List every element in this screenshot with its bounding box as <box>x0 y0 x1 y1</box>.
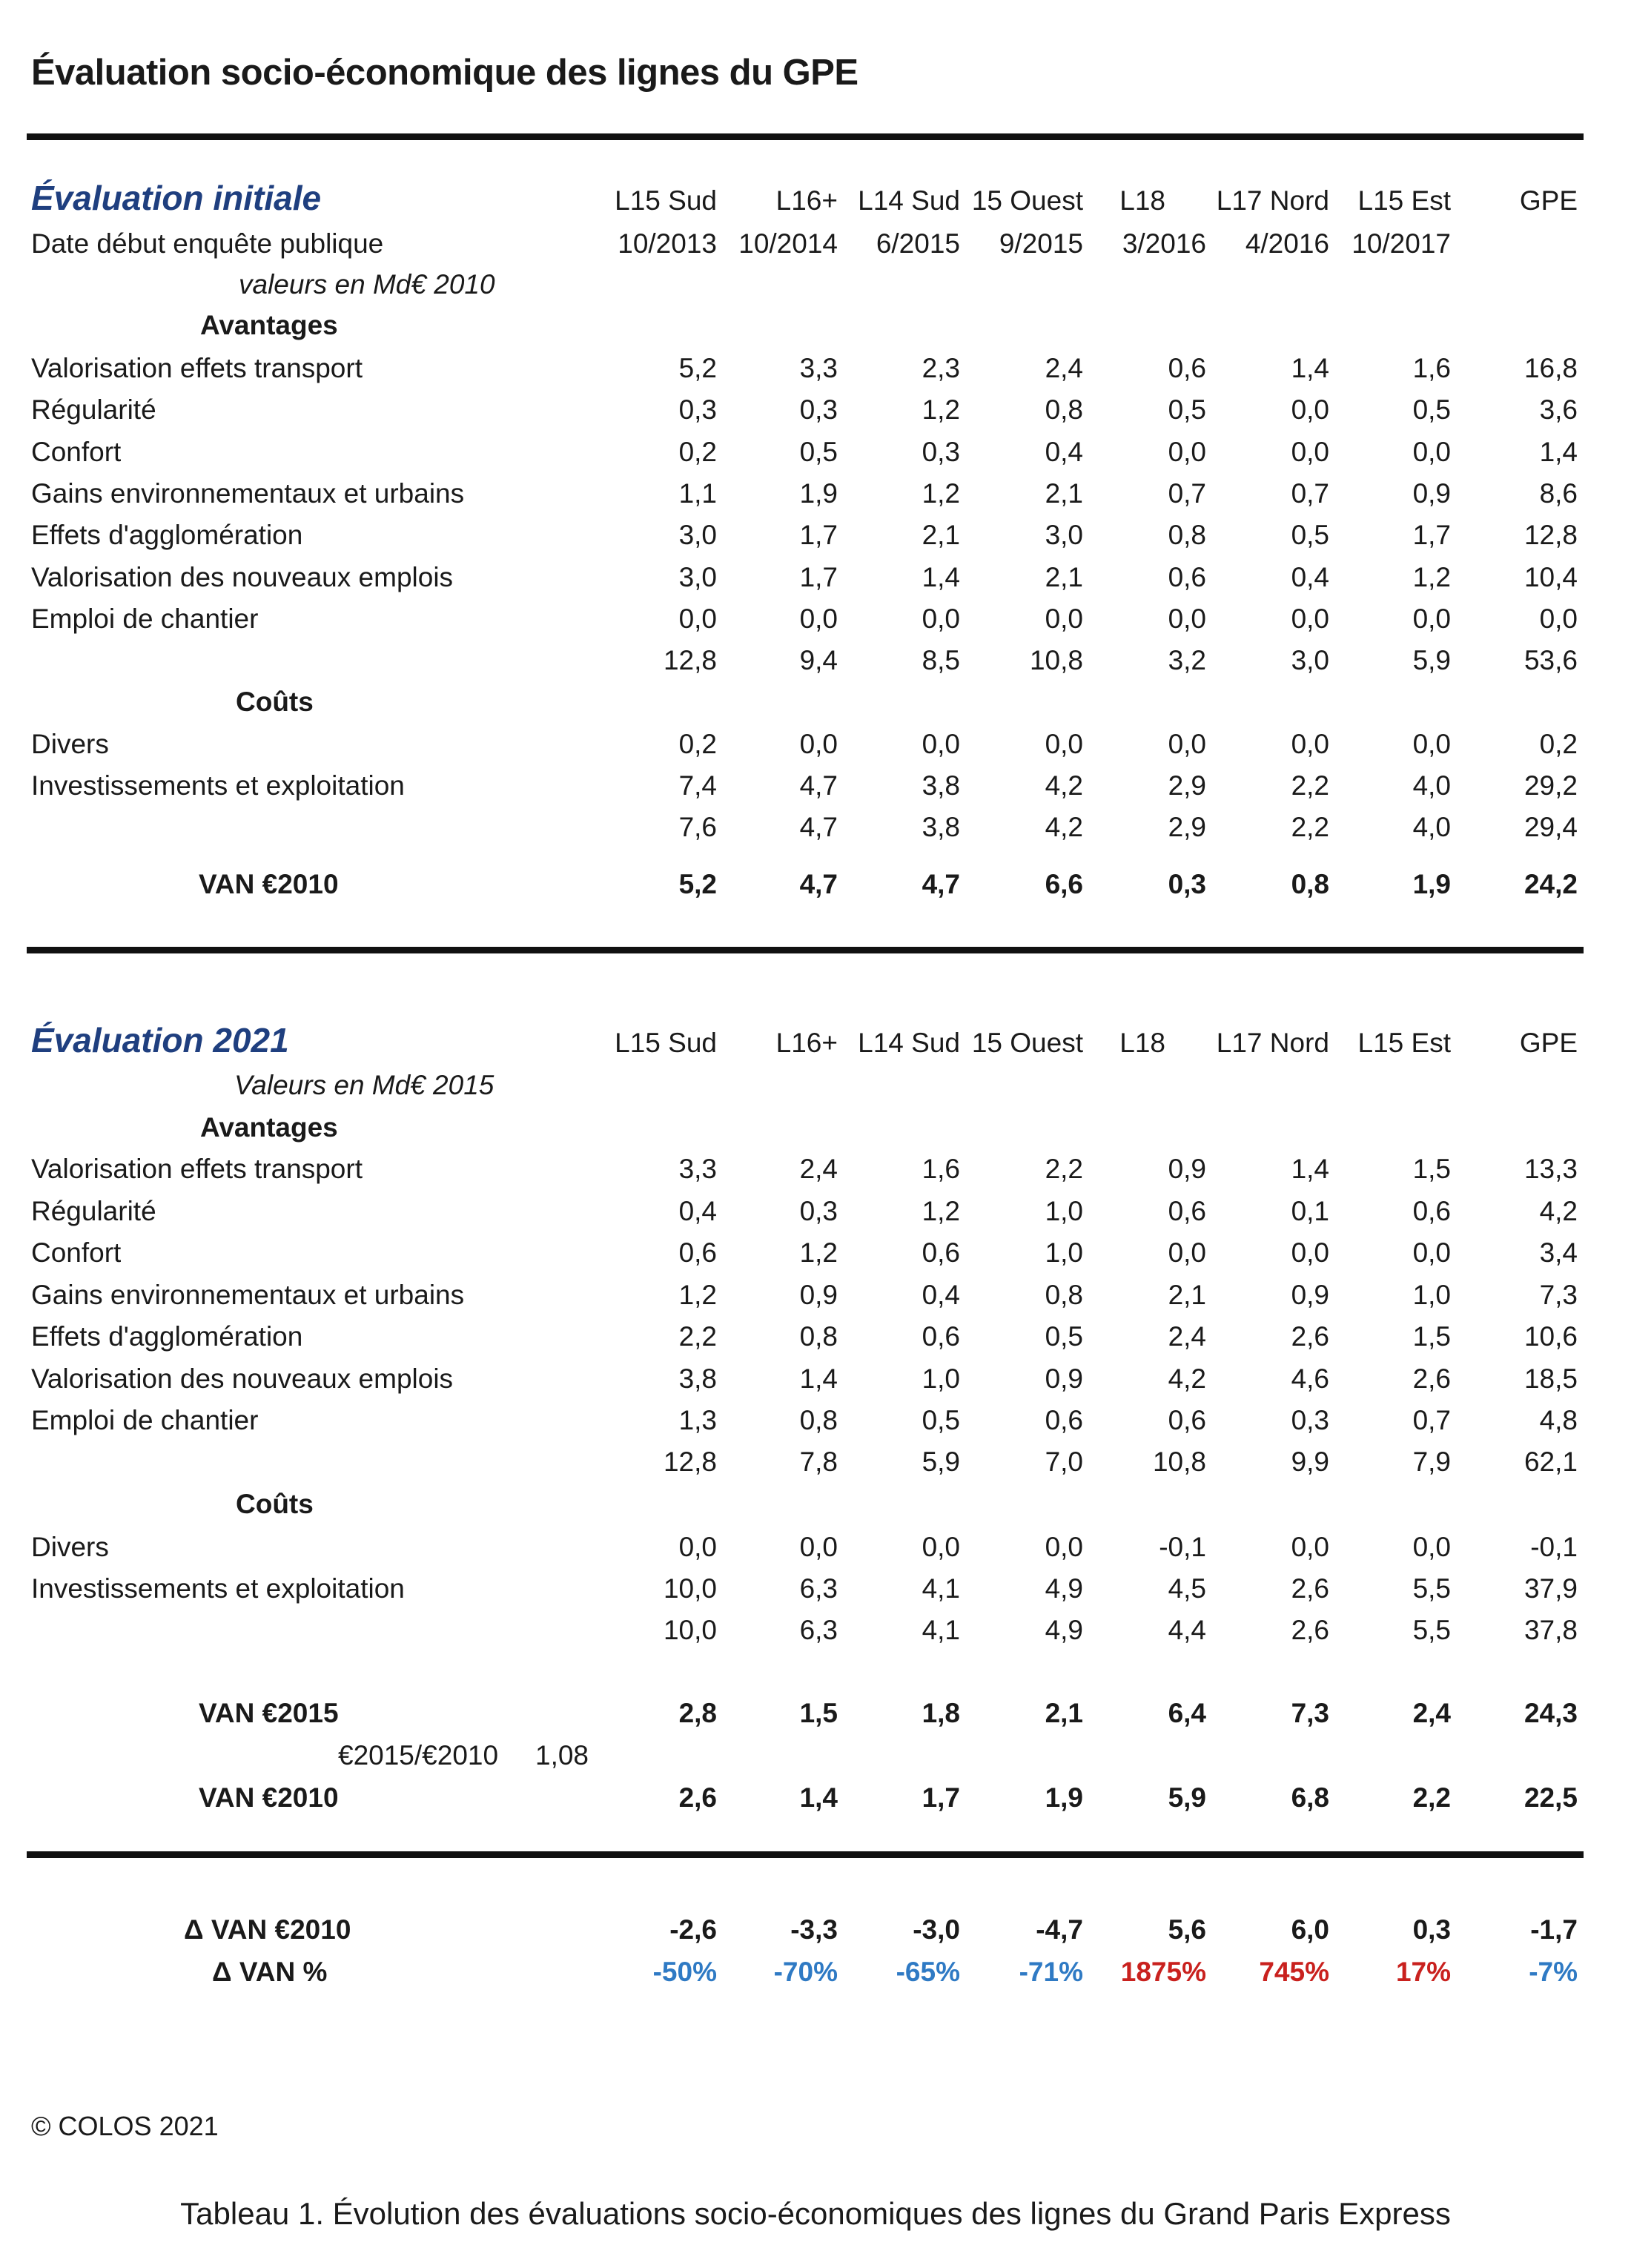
cell-value: 0,0 <box>1412 436 1451 467</box>
cell-value: 0,6 <box>922 1237 960 1268</box>
avantages-total: 12,8 <box>663 1447 717 1477</box>
cell-value: 7,4 <box>678 770 717 801</box>
row-label: Gains environnementaux et urbains <box>31 1279 465 1310</box>
column-header: GPE <box>1519 185 1578 216</box>
row-label: Valorisation effets transport <box>31 353 363 383</box>
cell-value: 0,8 <box>799 1405 838 1435</box>
cell-value: 0,0 <box>799 729 838 759</box>
row-label: Valorisation des nouveaux emplois <box>31 561 454 592</box>
units-label: valeurs en Md€ 2010 <box>239 269 495 300</box>
couts-total: 2,2 <box>1291 812 1329 842</box>
cell-value: 0,7 <box>1168 477 1206 509</box>
cell-value: 1,2 <box>799 1237 838 1268</box>
top-rule <box>27 133 1584 140</box>
avantages-label: Avantages <box>200 1112 338 1143</box>
delta-pct: -65% <box>896 1957 960 1987</box>
cell-value: 0,6 <box>678 1237 717 1268</box>
avantages-total: 8,5 <box>922 645 960 675</box>
cell-value: 0,0 <box>1412 729 1451 759</box>
cell-value: 0,2 <box>1539 729 1578 759</box>
delta-value: -1,7 <box>1530 1914 1578 1945</box>
cell-value: 5,2 <box>678 353 717 383</box>
cell-value: 0,5 <box>799 436 838 467</box>
column-header: L15 Sud <box>615 1028 717 1058</box>
column-header: L17 Nord <box>1216 185 1329 216</box>
section-heading-2021: Évaluation 2021 <box>31 1021 289 1059</box>
cell-value: 0,9 <box>1168 1154 1206 1184</box>
cell-value: 3,0 <box>678 520 717 551</box>
cell-value: 0,0 <box>799 603 838 634</box>
cell-value: 0,0 <box>1291 729 1329 759</box>
cell-value: 29,2 <box>1524 770 1578 801</box>
cell-value: 0,3 <box>799 394 838 426</box>
cell-value: 0,0 <box>1412 1532 1451 1562</box>
cell-value: 3,4 <box>1539 1237 1578 1268</box>
couts-total: 4,7 <box>799 812 838 842</box>
conversion-value: 1,08 <box>535 1740 589 1771</box>
delta-value: -4,7 <box>1036 1914 1083 1945</box>
cell-value: 3,0 <box>678 561 717 592</box>
van-value: 1,5 <box>799 1698 838 1728</box>
column-header: L15 Est <box>1357 1028 1451 1058</box>
column-header: L16+ <box>775 1028 838 1058</box>
cell-value: 0,7 <box>1291 477 1329 509</box>
conversion-label: €2015/€2010 <box>338 1740 499 1771</box>
cell-value: 0,0 <box>1291 436 1329 467</box>
avantages-total: 7,0 <box>1045 1447 1083 1477</box>
delta-value: -2,6 <box>669 1914 717 1945</box>
cell-value: 1,4 <box>1291 1154 1329 1184</box>
cell-value: 16,8 <box>1524 353 1578 383</box>
couts-label: Coûts <box>236 1489 314 1519</box>
page-title: Évaluation socio-économique des lignes du GPE <box>31 53 858 93</box>
couts-total: 10,0 <box>663 1615 717 1645</box>
cell-value: 2,1 <box>1045 561 1083 592</box>
cell-value: 0,1 <box>1291 1195 1329 1226</box>
column-header: L14 Sud <box>858 1028 960 1058</box>
cell-value: 1,2 <box>922 394 960 426</box>
cell-value: 1,4 <box>1539 436 1578 467</box>
couts-total: 7,6 <box>678 812 717 842</box>
cell-value: 18,5 <box>1524 1363 1578 1394</box>
row-label: Emploi de chantier <box>31 1405 259 1435</box>
row-label: Confort <box>31 436 122 467</box>
cell-value: 7,3 <box>1539 1279 1578 1310</box>
cell-value: 2,1 <box>1168 1279 1206 1310</box>
cell-value: 0,8 <box>1045 394 1083 426</box>
cell-value: 0,8 <box>1168 520 1206 551</box>
delta-pct: -70% <box>773 1957 838 1987</box>
cell-value: 0,6 <box>1168 1405 1206 1435</box>
cell-value: 0,4 <box>1045 436 1083 467</box>
cell-value: 1,6 <box>1412 353 1451 383</box>
avantages-total: 12,8 <box>663 645 717 675</box>
van-value: 5,9 <box>1168 1782 1206 1813</box>
delta-value: 0,3 <box>1412 1914 1451 1945</box>
cell-value: 8,6 <box>1539 477 1578 509</box>
cell-value: -0,1 <box>1159 1532 1206 1562</box>
cell-value: 2,4 <box>1168 1321 1206 1352</box>
van2015-label: VAN €2015 <box>199 1698 339 1728</box>
cell-value: 4,8 <box>1539 1405 1578 1435</box>
cell-value: 10,4 <box>1524 561 1578 592</box>
cell-value: 0,5 <box>922 1405 960 1435</box>
cell-value: 0,0 <box>678 1532 717 1562</box>
cell-value: 0,3 <box>922 436 960 467</box>
cell-value: 1,2 <box>922 1195 960 1226</box>
avantages-total: 10,8 <box>1029 645 1083 675</box>
cell-value: 0,6 <box>922 1321 960 1352</box>
cell-value: 2,2 <box>678 1321 717 1352</box>
survey-date: 9/2015 <box>999 228 1083 259</box>
van-value: 0,3 <box>1168 869 1206 899</box>
cell-value: 0,6 <box>1168 353 1206 383</box>
cell-value: 1,9 <box>799 477 838 509</box>
cell-value: 2,6 <box>1291 1321 1329 1352</box>
avantages-total: 5,9 <box>1412 645 1451 675</box>
section-heading-initial: Évaluation initiale <box>31 179 322 217</box>
avantages-total: 3,2 <box>1168 645 1206 675</box>
row-label: Confort <box>31 1237 122 1268</box>
cell-value: 0,5 <box>1291 520 1329 551</box>
cell-value: 1,0 <box>1045 1237 1083 1268</box>
row-label: Valorisation effets transport <box>31 1154 363 1184</box>
cell-value: 0,3 <box>799 1195 838 1226</box>
cell-value: 4,0 <box>1412 770 1451 801</box>
cell-value: 37,9 <box>1524 1573 1578 1604</box>
cell-value: -0,1 <box>1530 1532 1578 1562</box>
date-label: Date début enquête publique <box>31 228 384 259</box>
avantages-total: 9,4 <box>799 645 838 675</box>
row-label: Régularité <box>31 1195 156 1226</box>
couts-total: 4,0 <box>1412 812 1451 842</box>
van-value: 1,9 <box>1412 869 1451 899</box>
couts-total: 4,9 <box>1045 1615 1083 1645</box>
cell-value: 0,0 <box>1045 1532 1083 1562</box>
cell-value: 4,2 <box>1539 1195 1578 1226</box>
row-label: Emploi de chantier <box>31 603 259 634</box>
delta-value: 6,0 <box>1291 1914 1329 1945</box>
cell-value: 0,0 <box>678 603 717 634</box>
cell-value: 0,8 <box>1045 1279 1083 1310</box>
survey-date: 10/2013 <box>618 228 717 259</box>
delta-value: 5,6 <box>1168 1914 1206 1945</box>
row-label: Effets d'agglomération <box>31 520 303 551</box>
cell-value: 1,0 <box>1045 1195 1083 1226</box>
delta-value: -3,3 <box>790 1914 838 1945</box>
column-header: L15 Est <box>1357 185 1451 216</box>
van-value: 2,1 <box>1045 1698 1083 1728</box>
cell-value: 4,5 <box>1168 1573 1206 1604</box>
cell-value: 0,0 <box>1291 394 1329 426</box>
van-value: 2,4 <box>1412 1698 1451 1728</box>
row-label: Investissements et exploitation <box>31 1573 405 1604</box>
cell-value: 4,1 <box>922 1573 960 1604</box>
cell-value: 1,2 <box>678 1279 717 1310</box>
cell-value: 4,7 <box>799 770 838 801</box>
cell-value: 2,6 <box>1412 1363 1451 1394</box>
survey-date: 4/2016 <box>1245 228 1329 259</box>
cell-value: 4,2 <box>1168 1363 1206 1394</box>
cell-value: 0,9 <box>1291 1279 1329 1310</box>
cell-value: 0,6 <box>1168 561 1206 592</box>
cell-value: 2,1 <box>1045 477 1083 509</box>
van-value: 22,5 <box>1524 1782 1578 1813</box>
cell-value: 0,4 <box>1291 561 1329 592</box>
row-label: Effets d'agglomération <box>31 1321 303 1352</box>
cell-value: 0,0 <box>1168 603 1206 634</box>
survey-date: 10/2014 <box>738 228 838 259</box>
van-value: 0,8 <box>1291 869 1329 899</box>
row-label: Divers <box>31 1532 109 1562</box>
survey-date: 6/2015 <box>876 228 960 259</box>
avantages-total: 7,8 <box>799 1447 838 1477</box>
column-header: L17 Nord <box>1216 1028 1329 1058</box>
survey-date: 3/2016 <box>1122 228 1206 259</box>
cell-value: 0,6 <box>1412 1195 1451 1226</box>
delta-pct: -71% <box>1019 1957 1083 1987</box>
section-rule <box>27 947 1584 953</box>
cell-value: 1,3 <box>678 1405 717 1435</box>
van-label: VAN €2010 <box>199 869 339 899</box>
cell-value: 4,9 <box>1045 1573 1083 1604</box>
van-value: 24,2 <box>1524 869 1578 899</box>
table-caption: Tableau 1. Évolution des évaluations socio-économiques des lignes du Grand Paris Express <box>180 2196 1451 2231</box>
cell-value: 0,5 <box>1412 394 1451 426</box>
cell-value: 1,7 <box>799 561 838 592</box>
delta-pct: 1875% <box>1120 1957 1206 1987</box>
cell-value: 0,0 <box>1412 603 1451 634</box>
cell-value: 1,0 <box>922 1363 960 1394</box>
cell-value: 6,3 <box>799 1573 838 1604</box>
cell-value: 1,2 <box>1412 561 1451 592</box>
cell-value: 1,4 <box>799 1363 838 1394</box>
avantages-total: 7,9 <box>1412 1447 1451 1477</box>
couts-total: 4,1 <box>922 1615 960 1645</box>
couts-total: 4,4 <box>1168 1615 1206 1645</box>
cell-value: 2,1 <box>922 520 960 551</box>
cell-value: 13,3 <box>1524 1154 1578 1184</box>
cell-value: 0,0 <box>1168 436 1206 467</box>
cell-value: 12,8 <box>1524 520 1578 551</box>
cell-value: 0,4 <box>678 1195 717 1226</box>
row-label: Gains environnementaux et urbains <box>31 477 465 509</box>
cell-value: 1,1 <box>678 477 717 509</box>
cell-value: 0,0 <box>799 1532 838 1562</box>
cell-value: 0,0 <box>1045 729 1083 759</box>
avantages-total: 62,1 <box>1524 1447 1578 1477</box>
bottom-rule <box>27 1851 1584 1858</box>
couts-total: 6,3 <box>799 1615 838 1645</box>
avantages-label: Avantages <box>200 310 338 340</box>
cell-value: 3,3 <box>799 353 838 383</box>
column-header: GPE <box>1519 1028 1578 1058</box>
cell-value: 0,0 <box>922 729 960 759</box>
delta-pct: -7% <box>1529 1957 1578 1987</box>
cell-value: 0,8 <box>799 1321 838 1352</box>
van-value: 4,7 <box>922 869 960 899</box>
cell-value: 1,2 <box>922 477 960 509</box>
cell-value: 10,0 <box>663 1573 717 1604</box>
cell-value: 0,5 <box>1168 394 1206 426</box>
avantages-total: 53,6 <box>1524 645 1578 675</box>
cell-value: 0,2 <box>678 436 717 467</box>
couts-total: 37,8 <box>1524 1615 1578 1645</box>
cell-value: 0,9 <box>1412 477 1451 509</box>
couts-total: 5,5 <box>1412 1615 1451 1645</box>
cell-value: 2,2 <box>1045 1154 1083 1184</box>
delta-van-label: Δ VAN €2010 <box>184 1914 351 1945</box>
avantages-total: 9,9 <box>1291 1447 1329 1477</box>
van2010-label: VAN €2010 <box>199 1782 339 1813</box>
column-header: L18 <box>1119 185 1165 216</box>
copyright: © COLOS 2021 <box>31 2111 219 2141</box>
column-header: L16+ <box>775 185 838 216</box>
cell-value: 0,3 <box>1291 1405 1329 1435</box>
cell-value: 1,7 <box>799 520 838 551</box>
cell-value: 1,0 <box>1412 1279 1451 1310</box>
cell-value: 0,6 <box>1045 1405 1083 1435</box>
cell-value: 2,4 <box>1045 353 1083 383</box>
van-value: 1,7 <box>922 1782 960 1813</box>
column-header: L18 <box>1119 1028 1165 1058</box>
van-value: 1,8 <box>922 1698 960 1728</box>
cell-value: 3,6 <box>1539 394 1578 426</box>
cell-value: 0,9 <box>799 1279 838 1310</box>
avantages-total: 5,9 <box>922 1447 960 1477</box>
van-value: 7,3 <box>1291 1698 1329 1728</box>
column-header: L15 Sud <box>615 185 717 216</box>
cell-value: 0,0 <box>1291 1532 1329 1562</box>
avantages-total: 10,8 <box>1152 1447 1206 1477</box>
cell-value: 0,3 <box>678 394 717 426</box>
row-label: Divers <box>31 729 109 759</box>
delta-pct: 745% <box>1259 1957 1329 1987</box>
couts-total: 29,4 <box>1524 812 1578 842</box>
cell-value: 1,7 <box>1412 520 1451 551</box>
van-value: 1,4 <box>799 1782 838 1813</box>
cell-value: 2,2 <box>1291 770 1329 801</box>
cell-value: 4,2 <box>1045 770 1083 801</box>
van-value: 24,3 <box>1524 1698 1578 1728</box>
cell-value: 5,5 <box>1412 1573 1451 1604</box>
cell-value: 0,0 <box>1291 1237 1329 1268</box>
cell-value: 1,4 <box>1291 353 1329 383</box>
cell-value: 2,4 <box>799 1154 838 1184</box>
couts-total: 4,2 <box>1045 812 1083 842</box>
van-value: 4,7 <box>799 869 838 899</box>
couts-total: 2,9 <box>1168 812 1206 842</box>
delta-pct: 17% <box>1395 1957 1451 1987</box>
couts-total: 2,6 <box>1291 1615 1329 1645</box>
cell-value: 0,2 <box>678 729 717 759</box>
cell-value: 2,3 <box>922 353 960 383</box>
van-value: 2,6 <box>678 1782 717 1813</box>
cell-value: 0,0 <box>1291 603 1329 634</box>
cell-value: 3,0 <box>1045 520 1083 551</box>
cell-value: 2,9 <box>1168 770 1206 801</box>
cell-value: 0,0 <box>1045 603 1083 634</box>
cell-value: 4,6 <box>1291 1363 1329 1394</box>
cell-value: 0,6 <box>1168 1195 1206 1226</box>
units-label: Valeurs en Md€ 2015 <box>234 1070 494 1100</box>
cell-value: 0,0 <box>1539 603 1578 634</box>
column-header: 15 Ouest <box>971 185 1083 216</box>
van-value: 6,6 <box>1045 869 1083 899</box>
cell-value: 1,5 <box>1412 1321 1451 1352</box>
delta-value: -3,0 <box>913 1914 960 1945</box>
cell-value: 3,8 <box>678 1363 717 1394</box>
van-value: 2,2 <box>1412 1782 1451 1813</box>
cell-value: 0,0 <box>1412 1237 1451 1268</box>
row-label: Valorisation des nouveaux emplois <box>31 1363 454 1394</box>
cell-value: 0,7 <box>1412 1405 1451 1435</box>
cell-value: 10,6 <box>1524 1321 1578 1352</box>
cell-value: 0,0 <box>922 603 960 634</box>
van-value: 6,4 <box>1168 1698 1206 1728</box>
van-value: 6,8 <box>1291 1782 1329 1813</box>
cell-value: 1,6 <box>922 1154 960 1184</box>
survey-date: 10/2017 <box>1352 228 1451 259</box>
cell-value: 3,3 <box>678 1154 717 1184</box>
column-header: L14 Sud <box>858 185 960 216</box>
van-value: 5,2 <box>678 869 717 899</box>
couts-label: Coûts <box>236 687 314 717</box>
cell-value: 1,4 <box>922 561 960 592</box>
row-label: Investissements et exploitation <box>31 770 405 801</box>
delta-pct-label: Δ VAN % <box>212 1957 328 1987</box>
cell-value: 0,5 <box>1045 1321 1083 1352</box>
avantages-total: 3,0 <box>1291 645 1329 675</box>
column-header: 15 Ouest <box>971 1028 1083 1058</box>
cell-value: 0,9 <box>1045 1363 1083 1394</box>
row-label: Régularité <box>31 394 156 426</box>
cell-value: 0,4 <box>922 1279 960 1310</box>
cell-value: 3,8 <box>922 770 960 801</box>
cell-value: 0,0 <box>1168 1237 1206 1268</box>
cell-value: 1,5 <box>1412 1154 1451 1184</box>
cell-value: 0,0 <box>1168 729 1206 759</box>
van-value: 2,8 <box>678 1698 717 1728</box>
cell-value: 2,6 <box>1291 1573 1329 1604</box>
delta-pct: -50% <box>652 1957 717 1987</box>
van-value: 1,9 <box>1045 1782 1083 1813</box>
couts-total: 3,8 <box>922 812 960 842</box>
cell-value: 0,0 <box>922 1532 960 1562</box>
